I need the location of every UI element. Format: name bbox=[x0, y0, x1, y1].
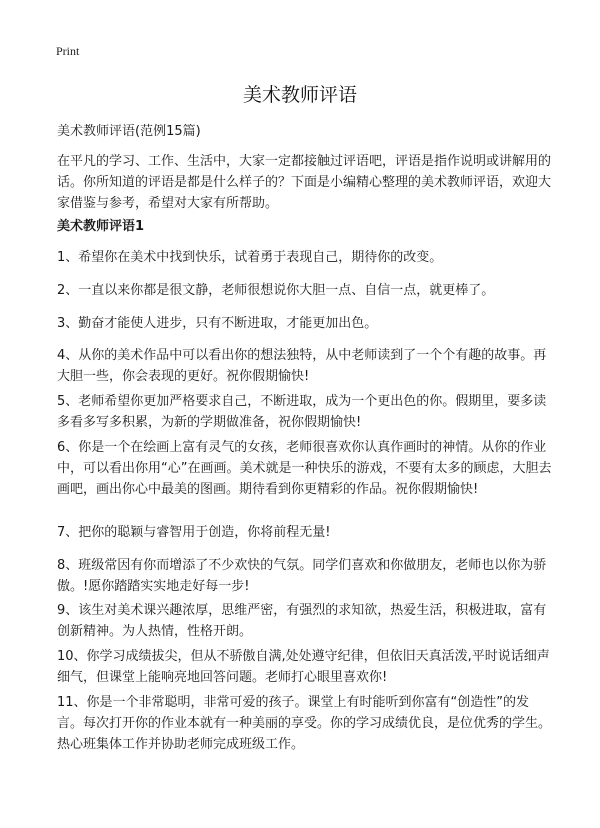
comment-item: 5、老师希望你更加严格要求自己，不断进取，成为一个更出色的你。假期里，要多读多看多写多积累，为新的学期做准备，祝你假期愉快! bbox=[57, 394, 547, 430]
intro-paragraph: 在平凡的学习、工作、生活中，大家一定都接触过评语吧，评语是指作说明或讲解用的话。你所知道的评语是都是什么样子的？下面是小编精心整理的美术教师评语，欢迎大家借鉴与参考，希望对大家有所帮助。 bbox=[57, 154, 552, 211]
section-heading: 美术教师评语1 bbox=[57, 219, 145, 234]
comment-item: 9、该生对美术课兴趣浓厚，思维严密，有强烈的求知欲，热爱生活，积极进取，富有创新精神。为人热情，性格开朗。 bbox=[57, 603, 547, 639]
comment-item: 2、一直以来你都是很文静，老师很想说你大胆一点、自信一点，就更棒了。 bbox=[57, 283, 495, 298]
print-link[interactable]: Print bbox=[56, 44, 80, 58]
comment-item: 3、勤奋才能使人进步，只有不断进取，才能更加出色。 bbox=[57, 316, 378, 331]
page-title: 美术教师评语 bbox=[242, 84, 357, 106]
document-subtitle: 美术教师评语(范例15篇) bbox=[57, 124, 201, 139]
comment-item: 7、把你的聪颖与睿智用于创造，你将前程无量! bbox=[57, 525, 331, 540]
comment-item: 4、从你的美术作品中可以看出你的想法独特，从中老师读到了一个个有趣的故事。再大胆一些，你会表现的更好。祝你假期愉快! bbox=[57, 348, 547, 384]
comment-item: 10、你学习成绩拔尖，但从不骄傲自满,处处遵守纪律，但依旧天真活泼,平时说话细声细气，但课堂上能响亮地回答问题。老师打心眼里喜欢你! bbox=[57, 649, 550, 685]
comment-item: 6、你是一个在绘画上富有灵气的女孩，老师很喜欢你认真作画时的神情。从你的作业中，可以看出你用“心”在画画。美术就是一种快乐的游戏，不要有太多的顾虑，大胆去画吧，画出你心中最美的图画。期待看到你更精彩的作品。祝你假期愉快! bbox=[57, 440, 552, 497]
comment-item: 8、班级常因有你而增添了不少欢快的气氛。同学们喜欢和你做朋友，老师也以你为骄傲。!愿你踏踏实实地走好每一步! bbox=[57, 558, 547, 594]
comment-item: 11、你是一个非常聪明，非常可爱的孩子。课堂上有时能听到你富有“创造性”的发言。每次打开你的作业本就有一种美丽的享受。你的学习成绩优良，是位优秀的学生。热心班集体工作并协助老师完成班级工作。 bbox=[57, 695, 552, 752]
comment-item: 1、希望你在美术中找到快乐，试着勇于表现自己，期待你的改变。 bbox=[57, 250, 443, 265]
